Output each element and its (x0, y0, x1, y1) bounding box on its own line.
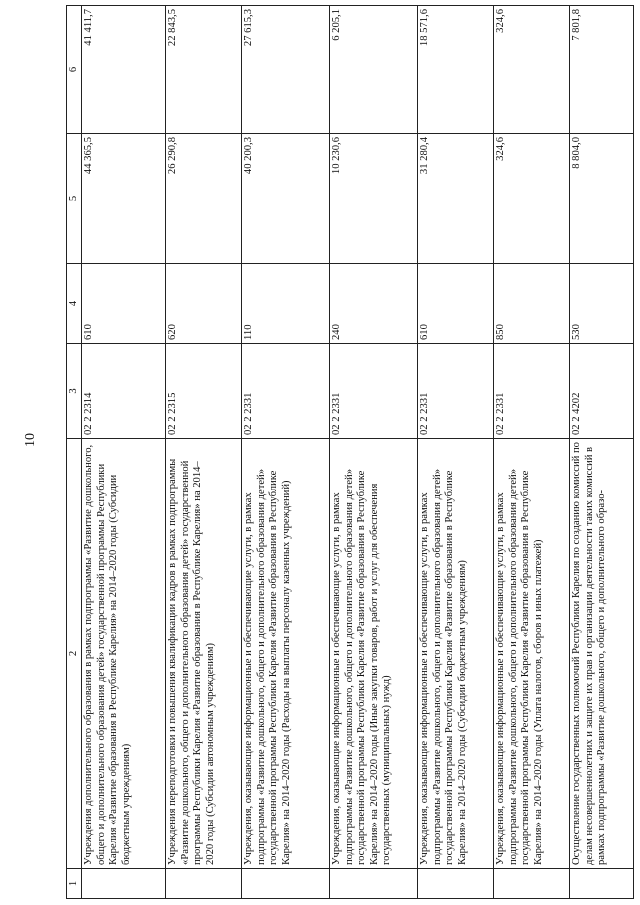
row-index-cell (82, 869, 166, 899)
column-number: 4 (67, 264, 82, 344)
rotated-page-content (66, 0, 608, 905)
table-row (418, 6, 494, 899)
expense-type: 610 (82, 264, 166, 344)
row-description: Учреждения, оказывающие информационные и обеспечивающие услуги, в рамках подпрограммы «Развитие дошкольного, общего и дополнительного образования детей» государственной программы Республики Карелия «Развитие образования в Республике Карелия» на 2014–2020 годы (Расходы на выплаты персоналу казенных учреждений) (242, 439, 330, 869)
amount-executed: 22 843,5 (166, 6, 242, 134)
expense-type: 240 (330, 264, 418, 344)
amount-executed: 27 615,3 (242, 6, 330, 134)
amount-planned: 8 804,0 (570, 134, 634, 264)
target-code: 02 2 2331 (418, 344, 494, 439)
row-description: Учреждения, оказывающие информационные и обеспечивающие услуги, в рамках подпрограммы «Развитие дошкольного, общего и дополнительного образования детей» государственной программы Республики Карелия «Развитие образования в Республике Карелия» на 2014–2020 годы (Уплата налогов, сборов и иных платежей) (494, 439, 570, 869)
table-row (82, 6, 166, 899)
amount-executed: 41 411,7 (82, 6, 166, 134)
amount-planned: 44 365,5 (82, 134, 166, 264)
expense-type: 530 (570, 264, 634, 344)
amount-planned: 324,6 (494, 134, 570, 264)
row-description: Осуществление государственных полномочий Республики Карелия по созданию комиссий по делам несовершеннолетних и защите их прав и организации деятельности таких комиссий в рамках подпрограммы «Развитие дошкольного, общего и дополнительного образо- (570, 439, 634, 869)
expense-type: 110 (242, 264, 330, 344)
amount-executed: 6 205,1 (330, 6, 418, 134)
column-number: 6 (67, 6, 82, 134)
target-code: 02 2 2331 (330, 344, 418, 439)
budget-table (66, 5, 634, 899)
amount-planned: 26 290,8 (166, 134, 242, 264)
column-number: 1 (67, 869, 82, 899)
expense-type: 610 (418, 264, 494, 344)
amount-executed: 324,6 (494, 6, 570, 134)
row-index-cell (242, 869, 330, 899)
column-number-row (67, 6, 82, 899)
target-code: 02 2 2331 (494, 344, 570, 439)
table-row (570, 6, 634, 899)
row-index-cell (418, 869, 494, 899)
table-row (494, 6, 570, 899)
column-number: 5 (67, 134, 82, 264)
amount-planned: 40 200,3 (242, 134, 330, 264)
row-description: Учреждения дополнительного образования в рамках подпрограммы «Развитие дошкольного, общего и дополнительного образования детей» государственной программы Республики Карелия «Развитие образования в Республике Карелия» на 2014–2020 годы (Субсидии бюджетным учреждениям) (82, 439, 166, 869)
amount-executed: 18 571,6 (418, 6, 494, 134)
row-description: Учреждения переподготовки и повышения квалификации кадров в рамках подпрограммы «Развитие дошкольного, общего и дополнительного образования детей» государственной программы Республики Карелия «Развитие образования в Республике Карелия» на 2014–2020 годы (Субсидии автономным учреждениям) (166, 439, 242, 869)
target-code: 02 2 2315 (166, 344, 242, 439)
amount-planned: 31 280,4 (418, 134, 494, 264)
amount-executed: 7 801,8 (570, 6, 634, 134)
table-row (330, 6, 418, 899)
expense-type: 620 (166, 264, 242, 344)
column-number: 3 (67, 344, 82, 439)
row-index-cell (166, 869, 242, 899)
expense-type: 850 (494, 264, 570, 344)
page-number: 10 (23, 433, 38, 447)
row-index-cell (330, 869, 418, 899)
column-number: 2 (67, 439, 82, 869)
table-row (166, 6, 242, 899)
target-code: 02 2 4202 (570, 344, 634, 439)
row-index-cell (570, 869, 634, 899)
table-row (242, 6, 330, 899)
target-code: 02 2 2331 (242, 344, 330, 439)
amount-planned: 10 230,6 (330, 134, 418, 264)
target-code: 02 2 2314 (82, 344, 166, 439)
row-description: Учреждения, оказывающие информационные и обеспечивающие услуги, в рамках подпрограммы «Развитие дошкольного, общего и дополнительного образования детей» государственной программы Республики Карелия «Развитие образования в Республике Карелия» на 2014–2020 годы (Иные закупки товаров, работ и услуг для обеспечения государственных (муниципальных) нужд) (330, 439, 418, 869)
row-description: Учреждения, оказывающие информационные и обеспечивающие услуги, в рамках подпрограммы «Развитие дошкольного, общего и дополнительного образования детей» государственной программы Республики Карелия «Развитие образования в Республике Карелия» на 2014–2020 годы (Субсидии бюджетным учреждениям) (418, 439, 494, 869)
row-index-cell (494, 869, 570, 899)
